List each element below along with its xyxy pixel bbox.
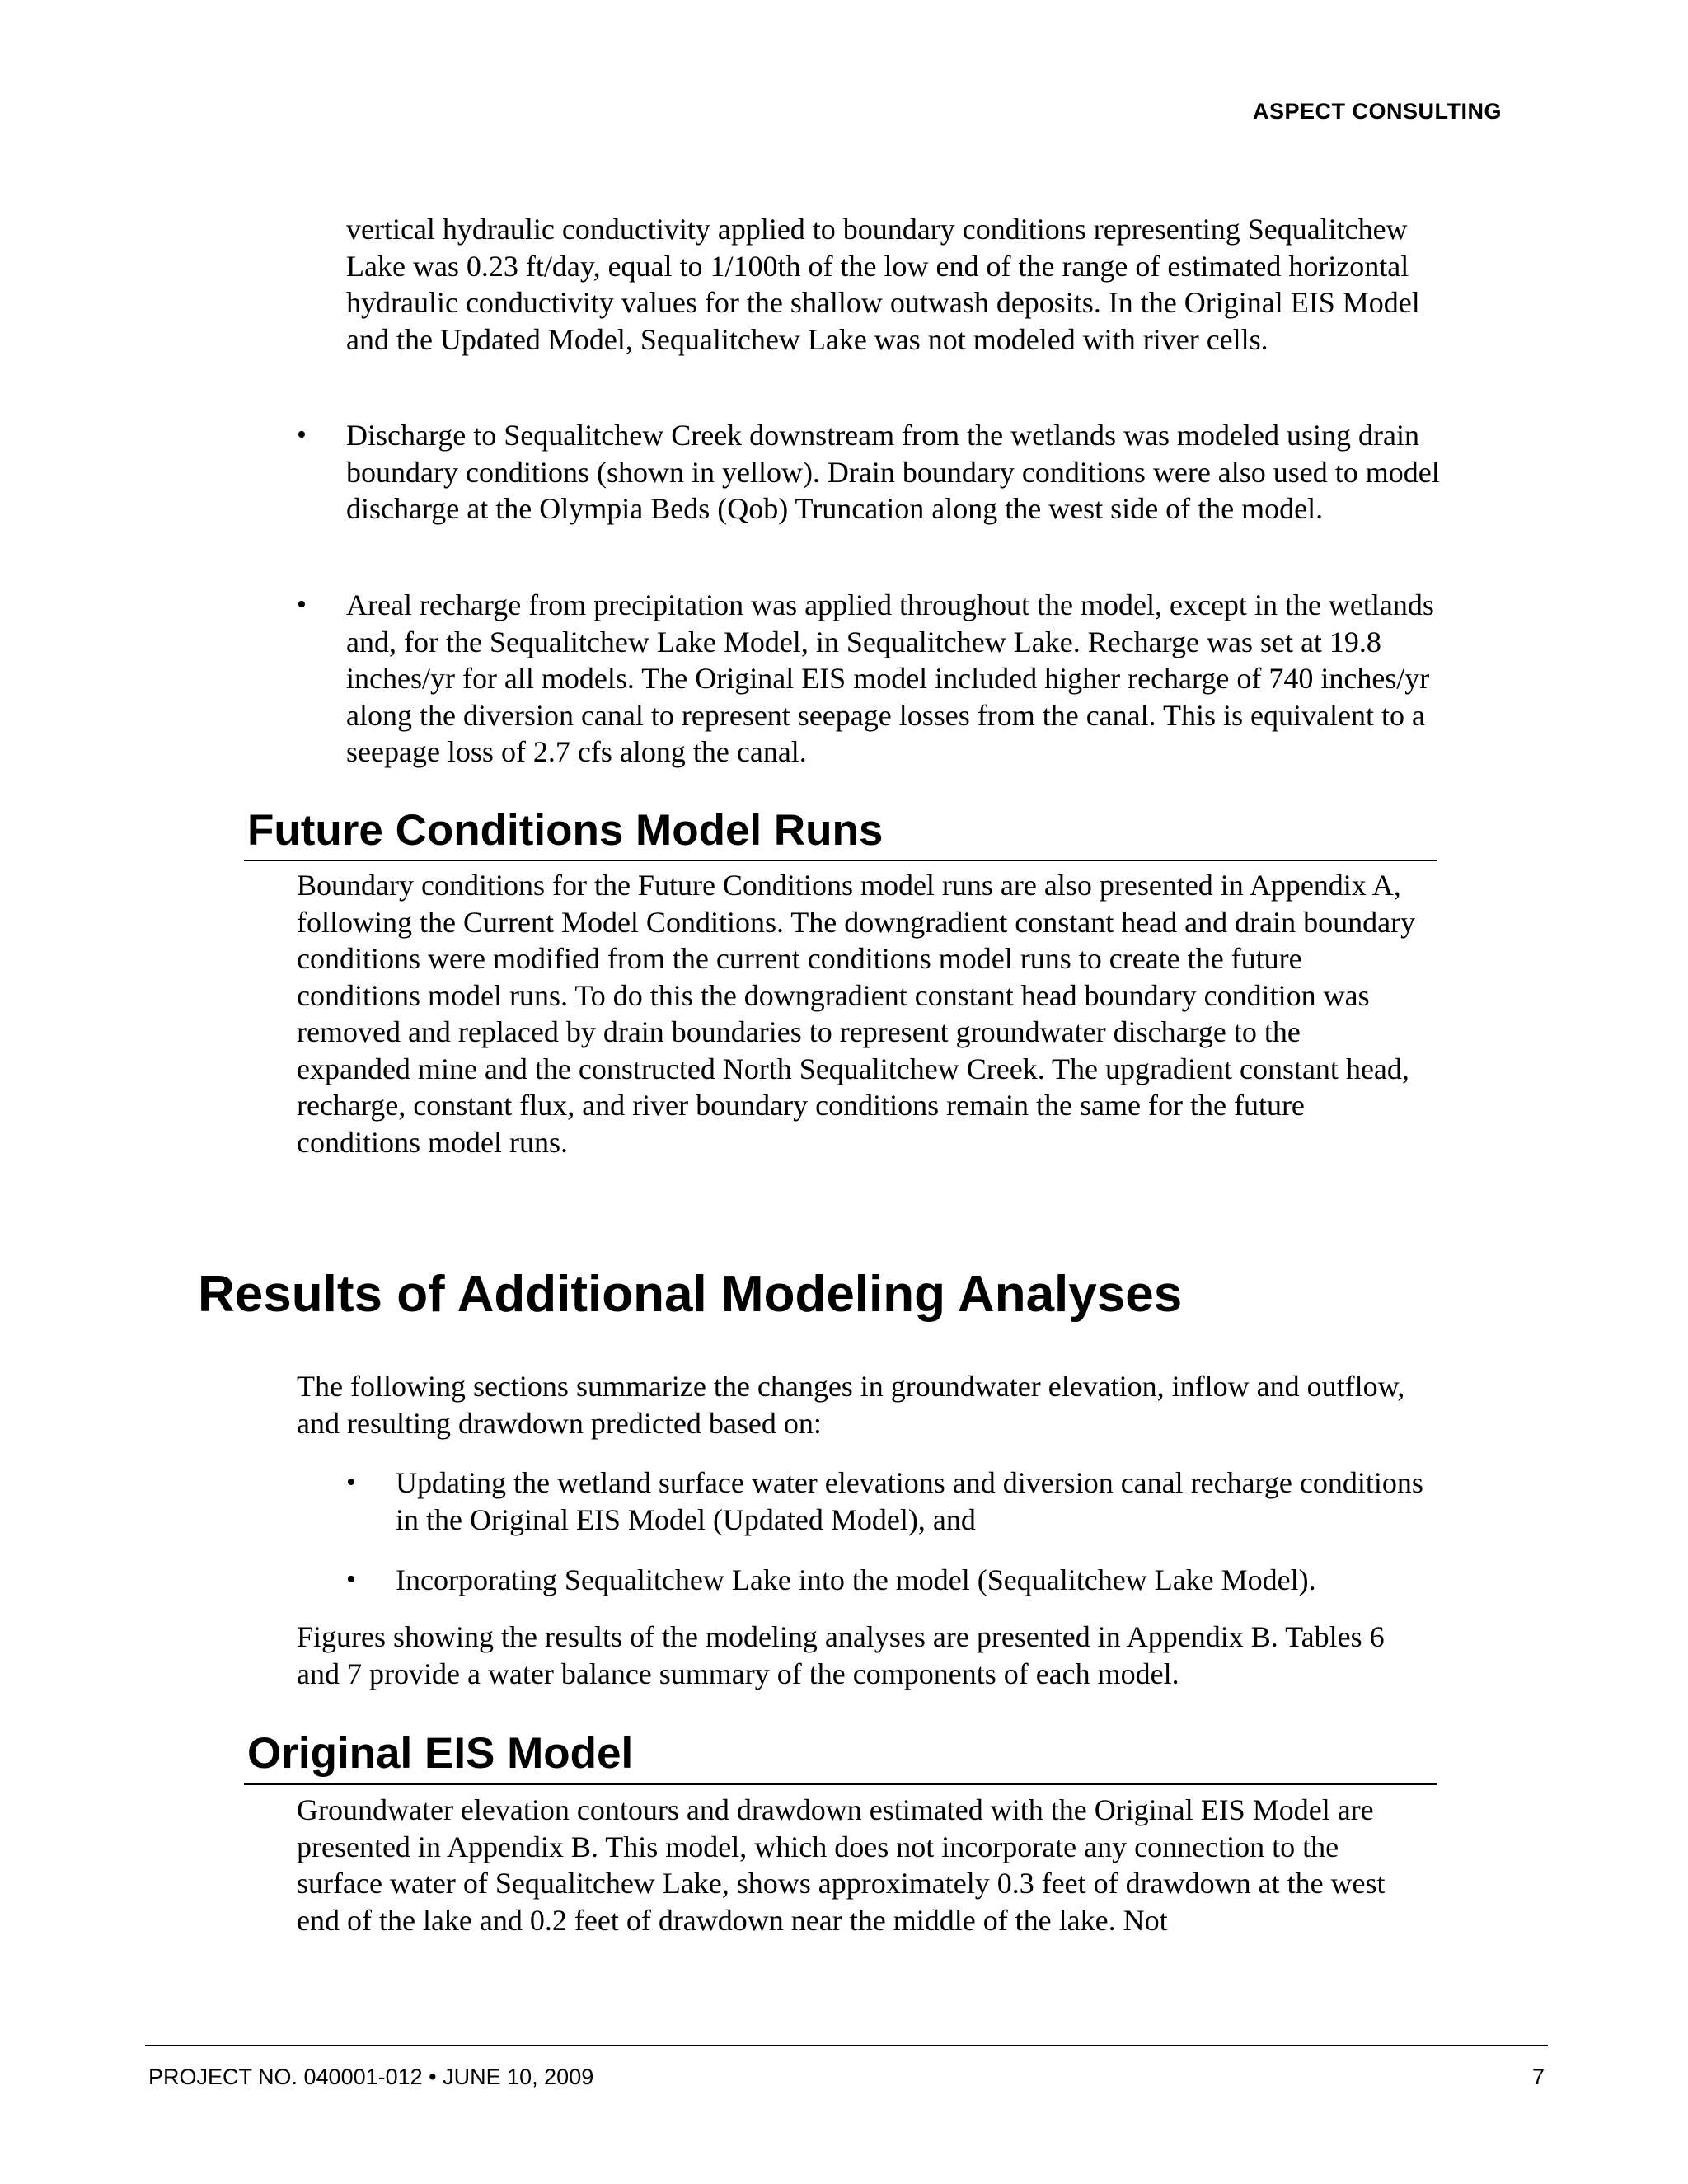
bullet-symbol: • (346, 1564, 356, 1595)
section-heading-results: Results of Additional Modeling Analyses (198, 1266, 1183, 1323)
list-item (346, 1562, 1517, 1599)
bullet-text: Discharge to Sequalitchew Creek downstream from the wetlands was modeled using drain boundary conditions (shown in yellow). Drain boundary conditions were also used to model discharge at the Olympia Beds (Qob) Truncation along the west side of the model. (346, 419, 1440, 525)
section-heading-original-eis: Original EIS Model (247, 1729, 634, 1778)
footer-project-info: PROJECT NO. 040001-012 • JUNE 10, 2009 (148, 2064, 594, 2089)
bullet-text: Incorporating Sequalitchew Lake into the model (Sequalitchew Lake Model). (396, 1563, 1316, 1596)
heading-rule (244, 860, 1437, 861)
results-intro-paragraph: The following sections summarize the changes in groundwater elevation, inflow and outflow, and resulting drawdown predicted based on: (297, 1370, 1405, 1440)
bullet-text: Areal recharge from precipitation was applied throughout the model, except in the wetlands and, for the Sequalitchew Lake Model, in Sequalitchew Lake. Recharge was set at 19.8 inches/yr for all models. The Original EIS model included higher recharge of 740 inches/yr along the diversion canal to represent seepage losses from the canal. This is equivalent to a seepage loss of 2.7 cfs along the canal. (346, 588, 1434, 768)
continued-paragraph: vertical hydraulic conductivity applied to boundary conditions representing Sequalitchew Lake was 0.23 ft/day, equal to 1/100th of the low end of the range of estimated horizontal hydraulic conductivity values for the shallow outwash deposits. In the Original EIS Model and the Updated Model, Sequalitchew Lake was not modeled with river cells. (346, 213, 1420, 356)
list-item (346, 1465, 1434, 1538)
heading-rule (244, 1783, 1437, 1785)
bullet-symbol: • (297, 589, 307, 620)
bullet-symbol: • (297, 419, 307, 450)
footer-rule (145, 2045, 1548, 2046)
bullet-text: Updating the wetland surface water elevations and diversion canal recharge conditions in the Original EIS Model (Updated Model), and (396, 1466, 1423, 1536)
list-item (297, 587, 1451, 771)
section-heading-future-conditions: Future Conditions Model Runs (247, 806, 884, 855)
bullet-symbol: • (346, 1467, 356, 1497)
page-header-company: ASPECT CONSULTING (1252, 99, 1502, 124)
original-eis-paragraph: Groundwater elevation contours and drawdown estimated with the Original EIS Model are presented in Appendix B. This model, which does not incorporate any connection to the surface water of Sequalitchew Lake, shows approximately 0.3 feet of drawdown at the west end of the lake and 0.2 feet of drawdown near the middle of the lake. Not (297, 1793, 1386, 1937)
results-figures-paragraph: Figures showing the results of the modeling analyses are presented in Appendix B. Tables 6 and 7 provide a water balance summary of the components of each model. (297, 1620, 1385, 1690)
list-item (297, 417, 1451, 527)
footer-page-number: 7 (1531, 2064, 1545, 2089)
future-conditions-paragraph: Boundary conditions for the Future Conditions model runs are also presented in Appendix A, following the Current Model Conditions. The downgradient constant head and drain boundary conditions were modified from the current conditions model runs to create the future conditions model runs. To do this the downgradient constant head boundary condition was removed and replaced by drain boundaries to represent groundwater discharge to the expanded mine and the constructed North Sequalitchew Creek. The upgradient constant head, recharge, constant flux, and river boundary conditions remain the same for the future conditions model runs. (297, 869, 1416, 1159)
